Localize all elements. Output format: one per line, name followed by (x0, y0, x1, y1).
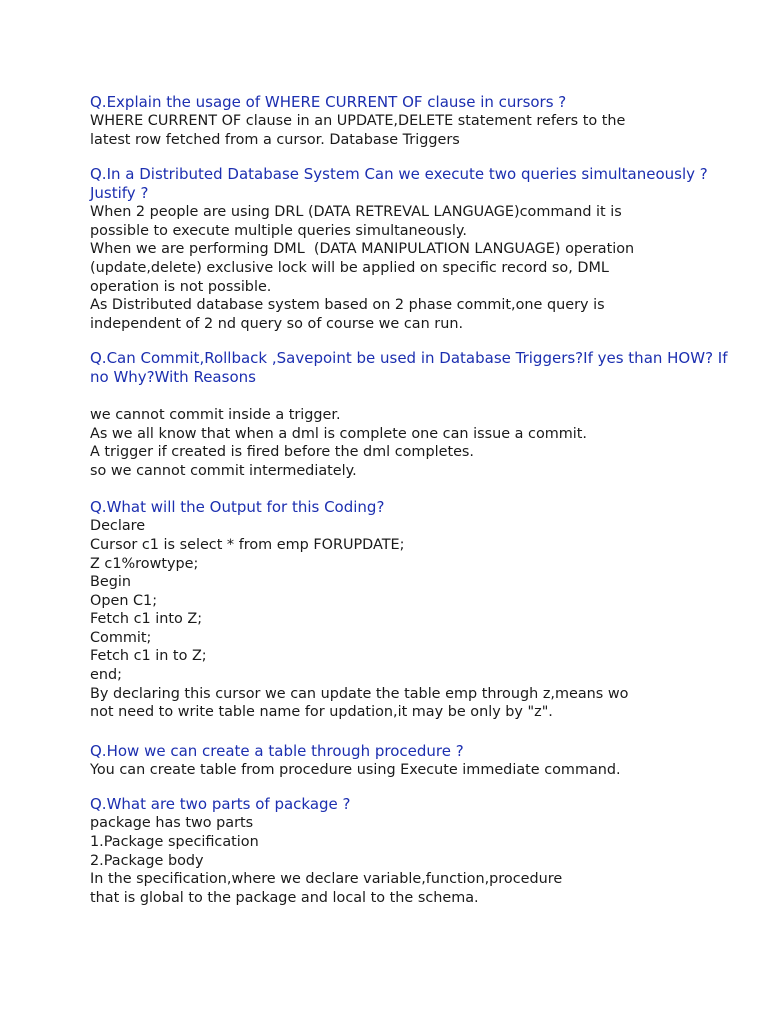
qa-section-distributed-db (90, 165, 730, 333)
question-heading: Q.How we can create a table through procedure ? (90, 741, 464, 760)
answer-line: that is global to the package and local to the schema. (90, 889, 479, 906)
answer-line: so we cannot commit intermediately. (90, 462, 357, 479)
question-heading: Q.What are two parts of package ? (90, 795, 351, 814)
answer-line: (update,delete) exclusive lock will be applied on specific record so, DML (90, 259, 609, 276)
code-line: Z c1%rowtype; (90, 555, 199, 572)
qa-section-where-current-of (90, 93, 730, 149)
answer-line: WHERE CURRENT OF clause in an UPDATE,DELETE statement refers to the (90, 113, 626, 129)
code-line: Fetch c1 into Z; (90, 611, 203, 628)
question-heading: Q.Can Commit,Rollback ,Savepoint be used in Database Triggers?If yes than HOW? If no Why?With Reasons (90, 349, 728, 387)
question-heading: Q.What will the Output for this Coding? (90, 498, 385, 517)
document-page (90, 93, 730, 907)
code-line: end; (90, 667, 122, 684)
answer-line: By declaring this cursor we can update the table emp through z,means wo (90, 685, 629, 702)
question-heading: Q.In a Distributed Database System Can we execute two queries simultaneously ? Justify ? (90, 165, 708, 203)
answer-line: You can create table from procedure using Execute immediate command. (90, 761, 621, 778)
answer-line: we cannot commit inside a trigger. (90, 406, 341, 423)
answer-line: As we all know that when a dml is complete one can issue a commit. (90, 425, 588, 442)
answer-line: latest row fetched from a cursor. Database Triggers (90, 131, 460, 148)
blank-line (90, 387, 730, 406)
question-heading: Q.Explain the usage of WHERE CURRENT OF clause in cursors ? (90, 93, 567, 111)
answer-line: A trigger if created is fired before the dml completes. (90, 444, 475, 461)
qa-section-commit-in-triggers (90, 349, 730, 480)
answer-line: independent of 2 nd query so of course we can run. (90, 315, 464, 332)
answer-line: not need to write table name for updation,it may be only by "z". (90, 704, 553, 721)
code-line: Fetch c1 in to Z; (90, 648, 207, 665)
code-line: Commit; (90, 629, 152, 646)
code-line: Open C1; (90, 592, 158, 609)
code-line: Declare (90, 518, 146, 535)
answer-line: As Distributed database system based on 2 phase commit,one query is (90, 297, 605, 314)
qa-section-package-parts (90, 795, 730, 907)
code-line: Cursor c1 is select * from emp FORUPDATE; (90, 536, 405, 553)
answer-line: In the specification,where we declare variable,function,procedure (90, 871, 563, 888)
code-line: Begin (90, 574, 131, 591)
answer-line: 1.Package specification (90, 834, 259, 851)
answer-line: operation is not possible. (90, 278, 272, 295)
answer-line: possible to execute multiple queries simultaneously. (90, 222, 467, 239)
answer-line: 2.Package body (90, 852, 204, 869)
answer-line: package has two parts (90, 815, 254, 832)
answer-line: When 2 people are using DRL (DATA RETREVAL LANGUAGE)command it is (90, 204, 622, 221)
qa-section-coding-output (90, 498, 730, 722)
answer-line: When we are performing DML (DATA MANIPULATION LANGUAGE) operation (90, 241, 635, 258)
qa-section-create-table-procedure (90, 742, 730, 780)
